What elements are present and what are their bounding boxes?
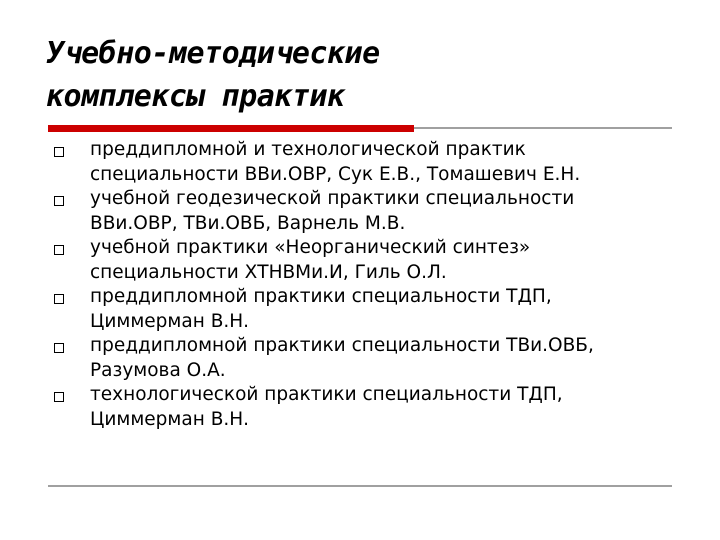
list-item [54,334,694,383]
footer-divider-rule [48,485,672,487]
list-item [54,138,694,187]
slide-title [46,32,686,118]
list-item [54,236,694,285]
list-item-line: специальности ХТНВМи.И, Гиль О.Л. [90,261,447,283]
list-item-line: преддипломной и технологической практик [90,139,526,160]
slide-title-line-2: комплексы практик [46,79,345,114]
practice-list [54,138,694,432]
list-item-line: Разумова О.А. [90,359,226,381]
square-bullet-icon [54,245,64,255]
title-accent-rule [48,125,414,132]
list-item [54,383,694,432]
list-item-line: преддипломной практики специальности ТДП, [90,286,552,307]
square-bullet-icon [54,392,64,402]
list-item-line: специальности ВВи.ОВР, Сук Е.В., Томашевич Е.Н. [90,163,581,185]
list-item [54,187,694,236]
title-divider-rule [414,127,672,129]
square-bullet-icon [54,343,64,353]
list-item [54,285,694,334]
list-item-line: технологической практики специальности ТДП, [90,384,563,405]
list-item-line: учебной практики «Неорганический синтез» [90,237,531,258]
square-bullet-icon [54,147,64,157]
square-bullet-icon [54,196,64,206]
list-item-line: ВВи.ОВР, ТВи.ОВБ, Варнель М.В. [90,212,406,234]
list-item-line: Циммерман В.Н. [90,310,250,332]
list-item-line: учебной геодезической практики специальности [90,188,575,209]
slide-title-line-1: Учебно-методические [46,36,380,71]
square-bullet-icon [54,294,64,304]
list-item-line: Циммерман В.Н. [90,408,250,430]
list-item-line: преддипломной практики специальности ТВи.ОВБ, [90,335,594,356]
